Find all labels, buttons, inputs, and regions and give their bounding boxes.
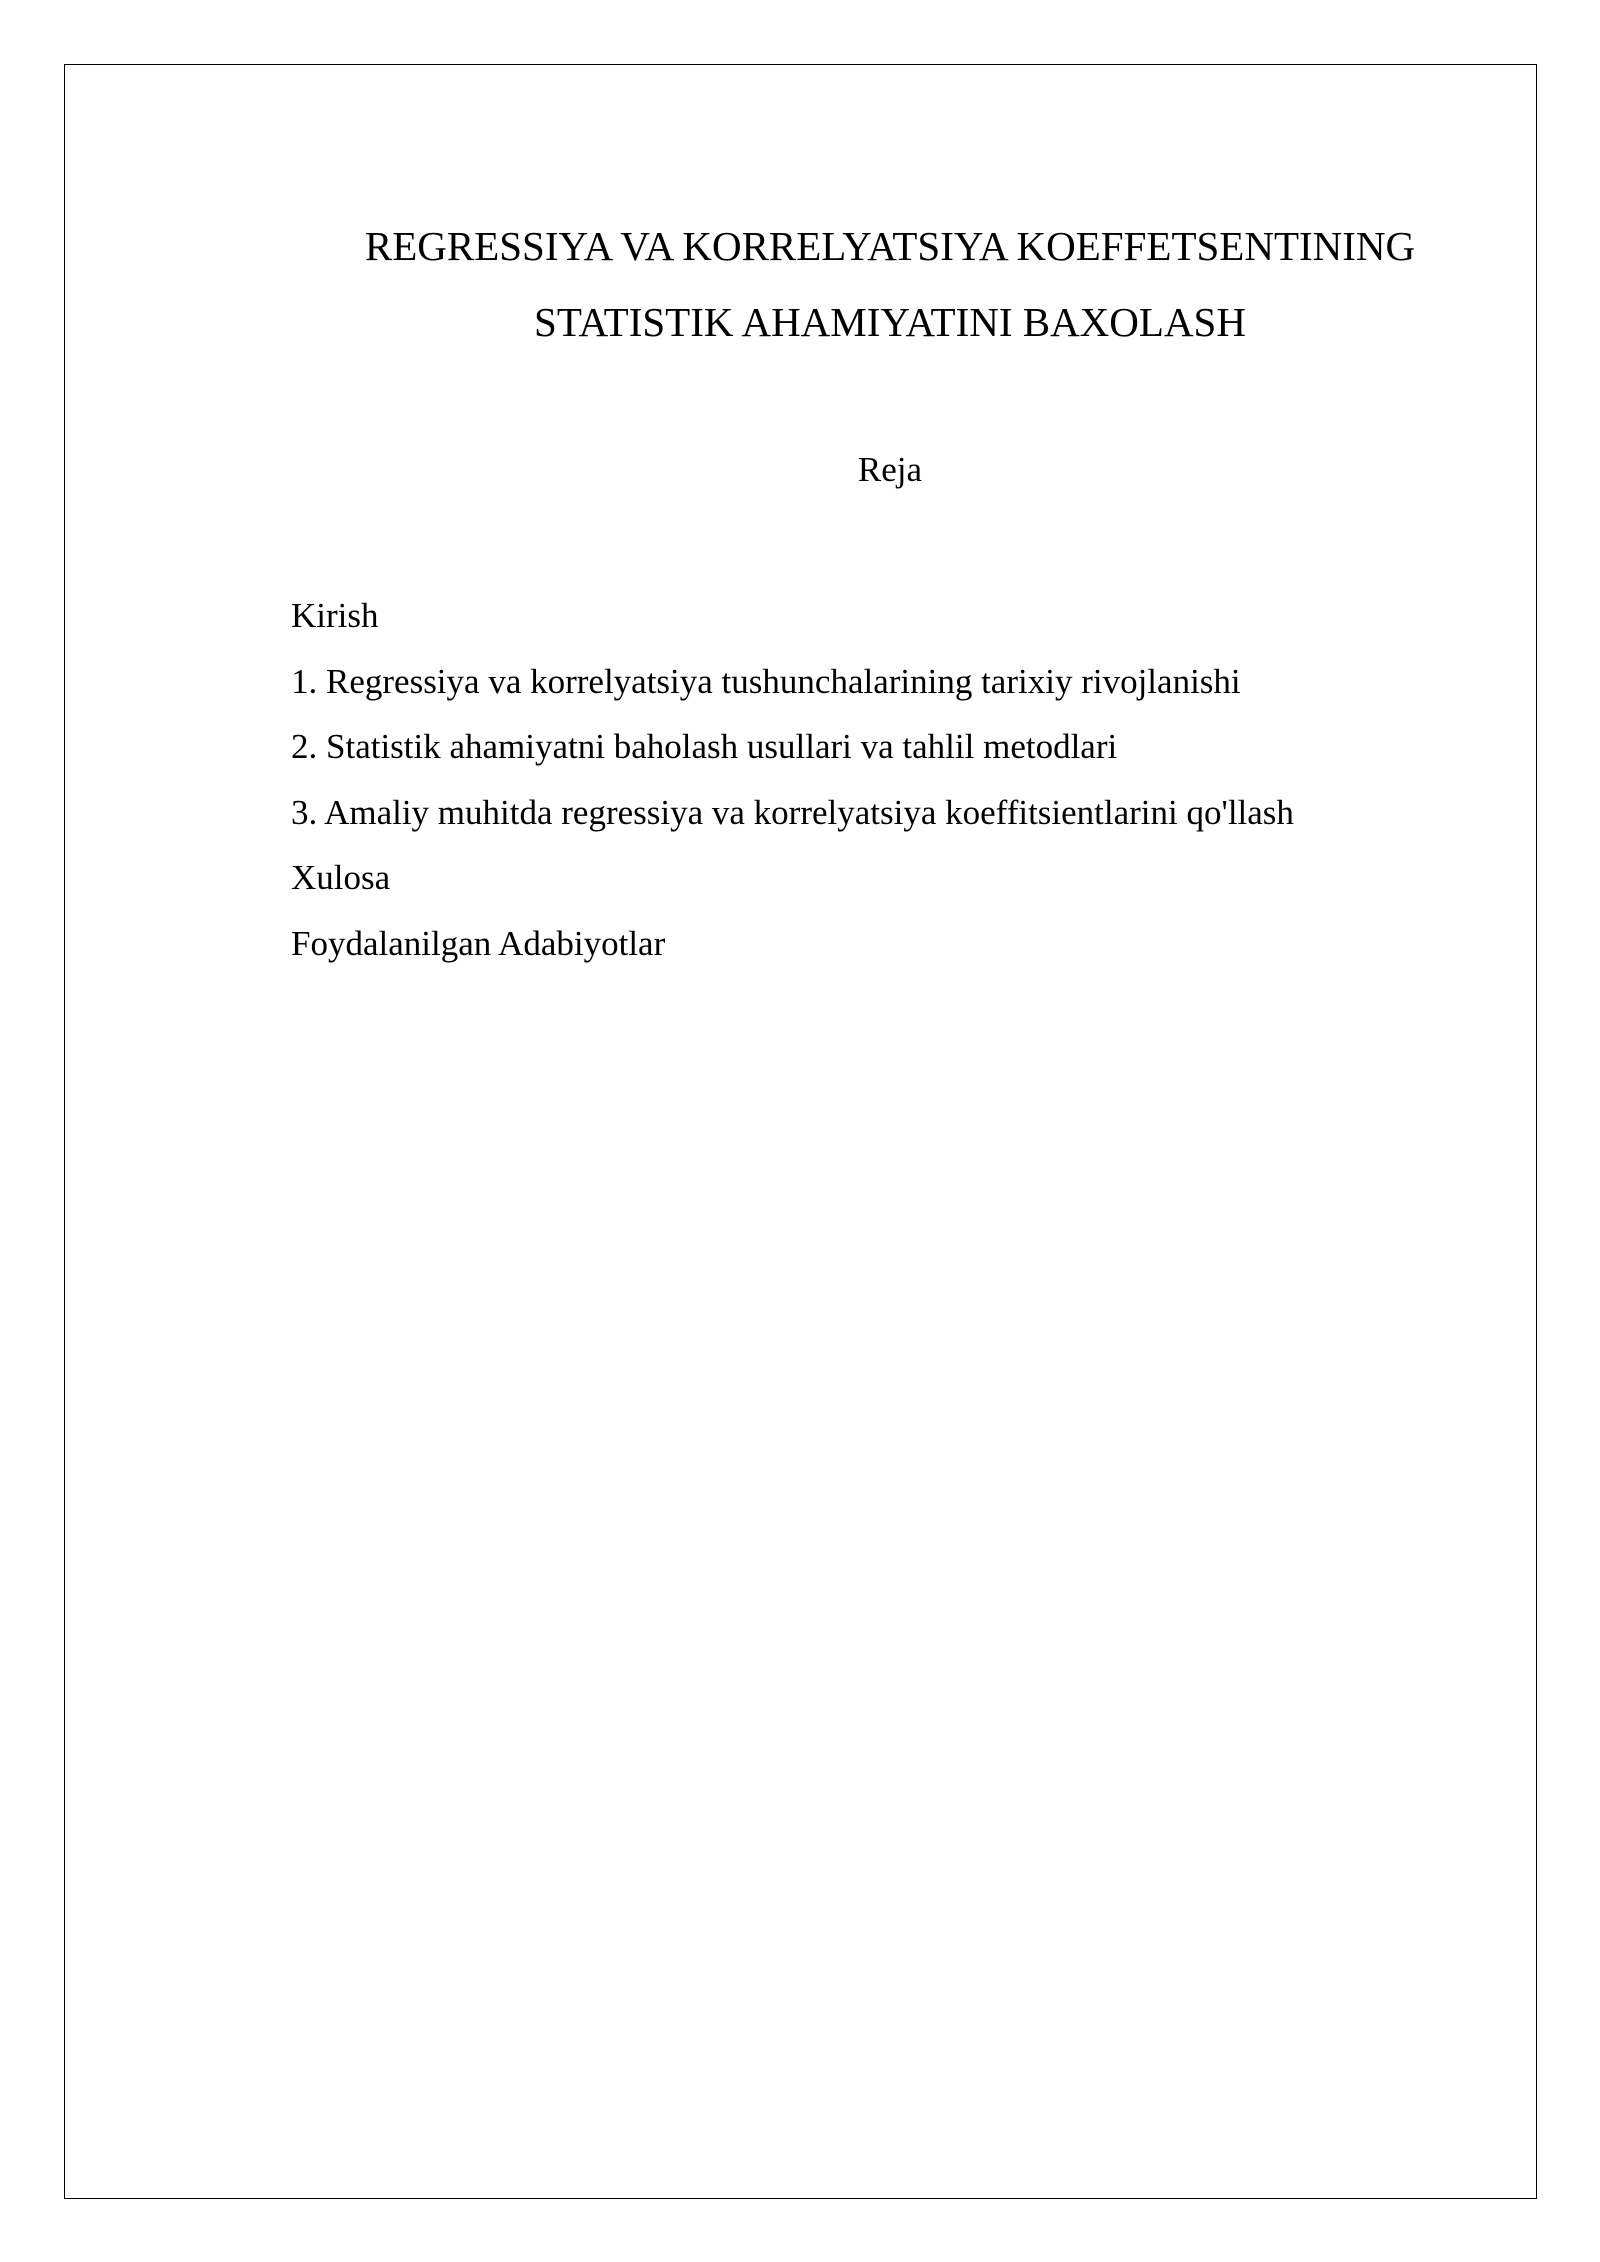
title-line-1: REGRESSIYA VA KORRELYATSIYA KOEFFETSENTINING [364, 223, 1416, 269]
plan-heading: Reja [857, 450, 923, 489]
toc-item-2: 2. Statistik ahamiyatni baholash usullari va tahlil metodlari [291, 727, 1118, 766]
toc-item-introduction: Kirish [291, 596, 379, 635]
document-title [260, 208, 1520, 360]
toc-item-references: Foydalanilgan Adabiyotlar [291, 923, 666, 963]
toc-item-conclusion: Xulosa [291, 858, 391, 897]
title-line-2: STATISTIK AHAMIYATINI BAXOLASH [534, 299, 1246, 345]
page-border [64, 64, 1537, 2199]
toc-item-1: 1. Regressiya va korrelyatsiya tushunchalarining tarixiy rivojlanishi [291, 661, 1241, 701]
table-of-contents [291, 590, 1294, 983]
toc-item-3: 3. Amaliy muhitda regressiya va korrelyatsiya koeffitsientlarini qo'llash [291, 792, 1294, 832]
